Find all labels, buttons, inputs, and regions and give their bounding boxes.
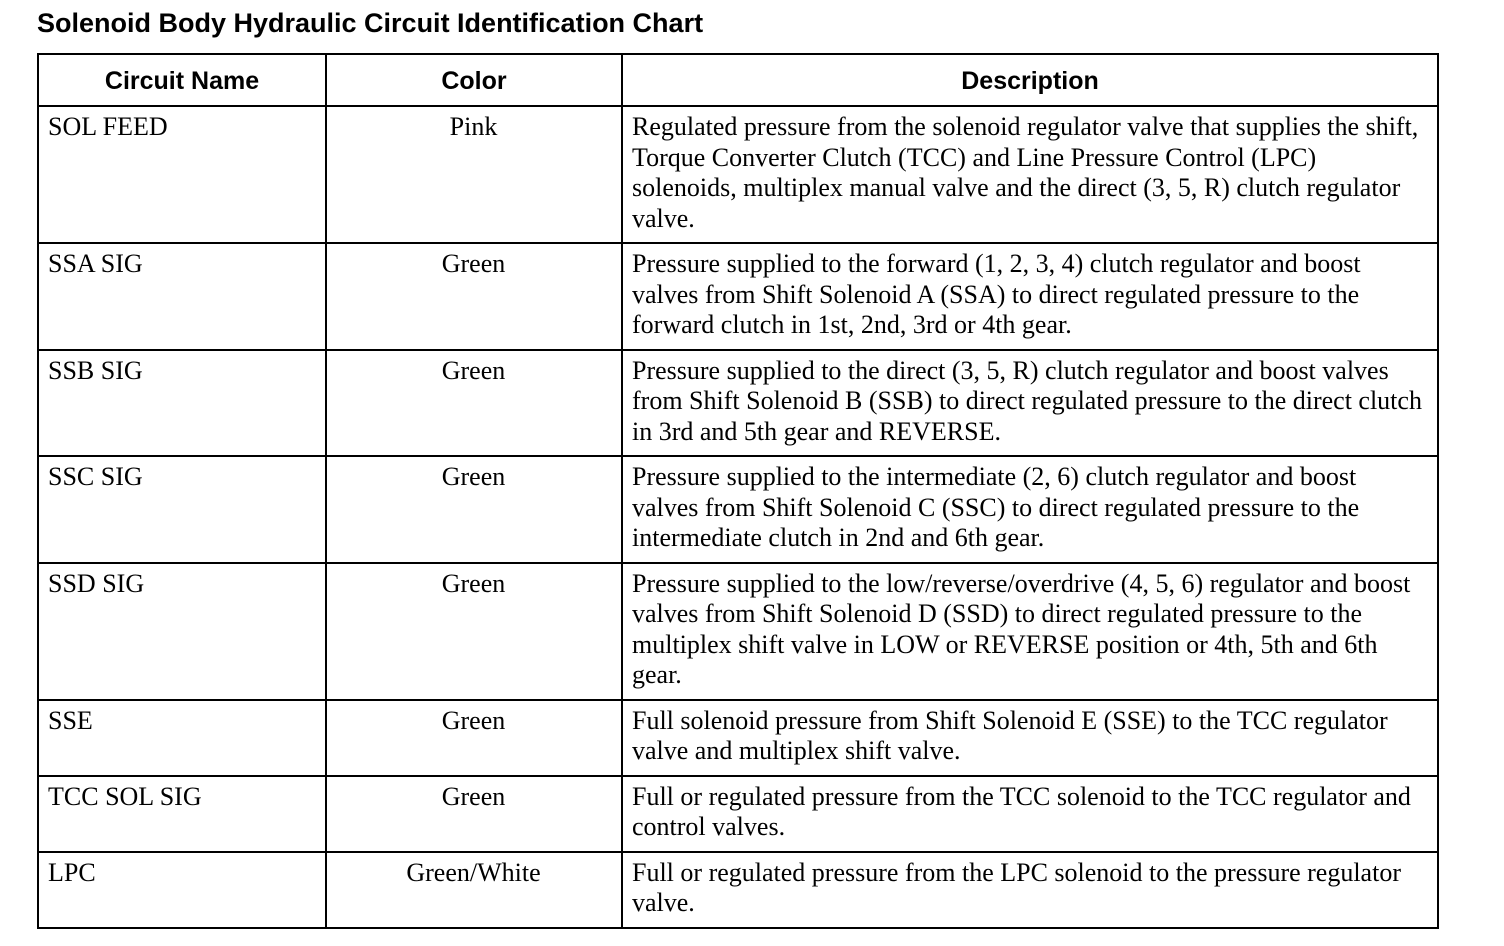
table-body [38,106,1438,928]
header-row [38,54,1438,106]
description-cell: Pressure supplied to the forward (1, 2, 3, 4) clutch regulator and boost valves from Shift Solenoid A (SSA) to direct regulated pressure to the forward clutch in 1st, 2nd, 3rd or 4th gear. [622,243,1438,350]
description-cell: Full or regulated pressure from the TCC solenoid to the TCC regulator and control valves. [622,776,1438,852]
circuit-name-cell: TCC SOL SIG [38,776,326,852]
description-cell: Regulated pressure from the solenoid regulator valve that supplies the shift, Torque Converter Clutch (TCC) and Line Pressure Control (LPC) solenoids, multiplex manual valve and the direct (3, 5, R) clutch regulator valve. [622,106,1438,243]
table-row [38,563,1438,700]
color-cell: Green/White [326,852,622,928]
color-cell: Green [326,563,622,700]
circuit-name-cell: SOL FEED [38,106,326,243]
circuit-name-cell: SSA SIG [38,243,326,350]
description-cell: Pressure supplied to the intermediate (2, 6) clutch regulator and boost valves from Shift Solenoid C (SSC) to direct regulated pressure to the intermediate clutch in 2nd and 6th gear. [622,456,1438,563]
table-row [38,852,1438,928]
description-cell: Full or regulated pressure from the LPC solenoid to the pressure regulator valve. [622,852,1438,928]
description-cell: Pressure supplied to the low/reverse/overdrive (4, 5, 6) regulator and boost valves from Shift Solenoid D (SSD) to direct regulated pressure to the multiplex shift valve in LOW or REVERSE position or 4th, 5th and 6th gear. [622,563,1438,700]
description-cell: Pressure supplied to the direct (3, 5, R) clutch regulator and boost valves from Shift Solenoid B (SSB) to direct regulated pressure to the direct clutch in 3rd and 5th gear and REVERSE. [622,350,1438,457]
table-row [38,350,1438,457]
circuit-name-cell: SSE [38,700,326,776]
table-row [38,700,1438,776]
document-title: Solenoid Body Hydraulic Circuit Identification Chart [37,8,704,38]
color-cell: Green [326,243,622,350]
table-row [38,243,1438,350]
color-cell: Green [326,350,622,457]
table-header [38,54,1438,106]
circuit-name-cell: SSC SIG [38,456,326,563]
circuit-name-cell: SSD SIG [38,563,326,700]
circuit-name-cell: SSB SIG [38,350,326,457]
color-cell: Green [326,456,622,563]
header-description: Description [622,54,1438,106]
header-circuit-name: Circuit Name [38,54,326,106]
color-cell: Pink [326,106,622,243]
table-row [38,106,1438,243]
table-row [38,456,1438,563]
color-cell: Green [326,776,622,852]
color-cell: Green [326,700,622,776]
circuit-name-cell: LPC [38,852,326,928]
circuit-identification-table [37,53,1439,929]
description-cell: Full solenoid pressure from Shift Solenoid E (SSE) to the TCC regulator valve and multiplex shift valve. [622,700,1438,776]
header-color: Color [326,54,622,106]
table-row [38,776,1438,852]
